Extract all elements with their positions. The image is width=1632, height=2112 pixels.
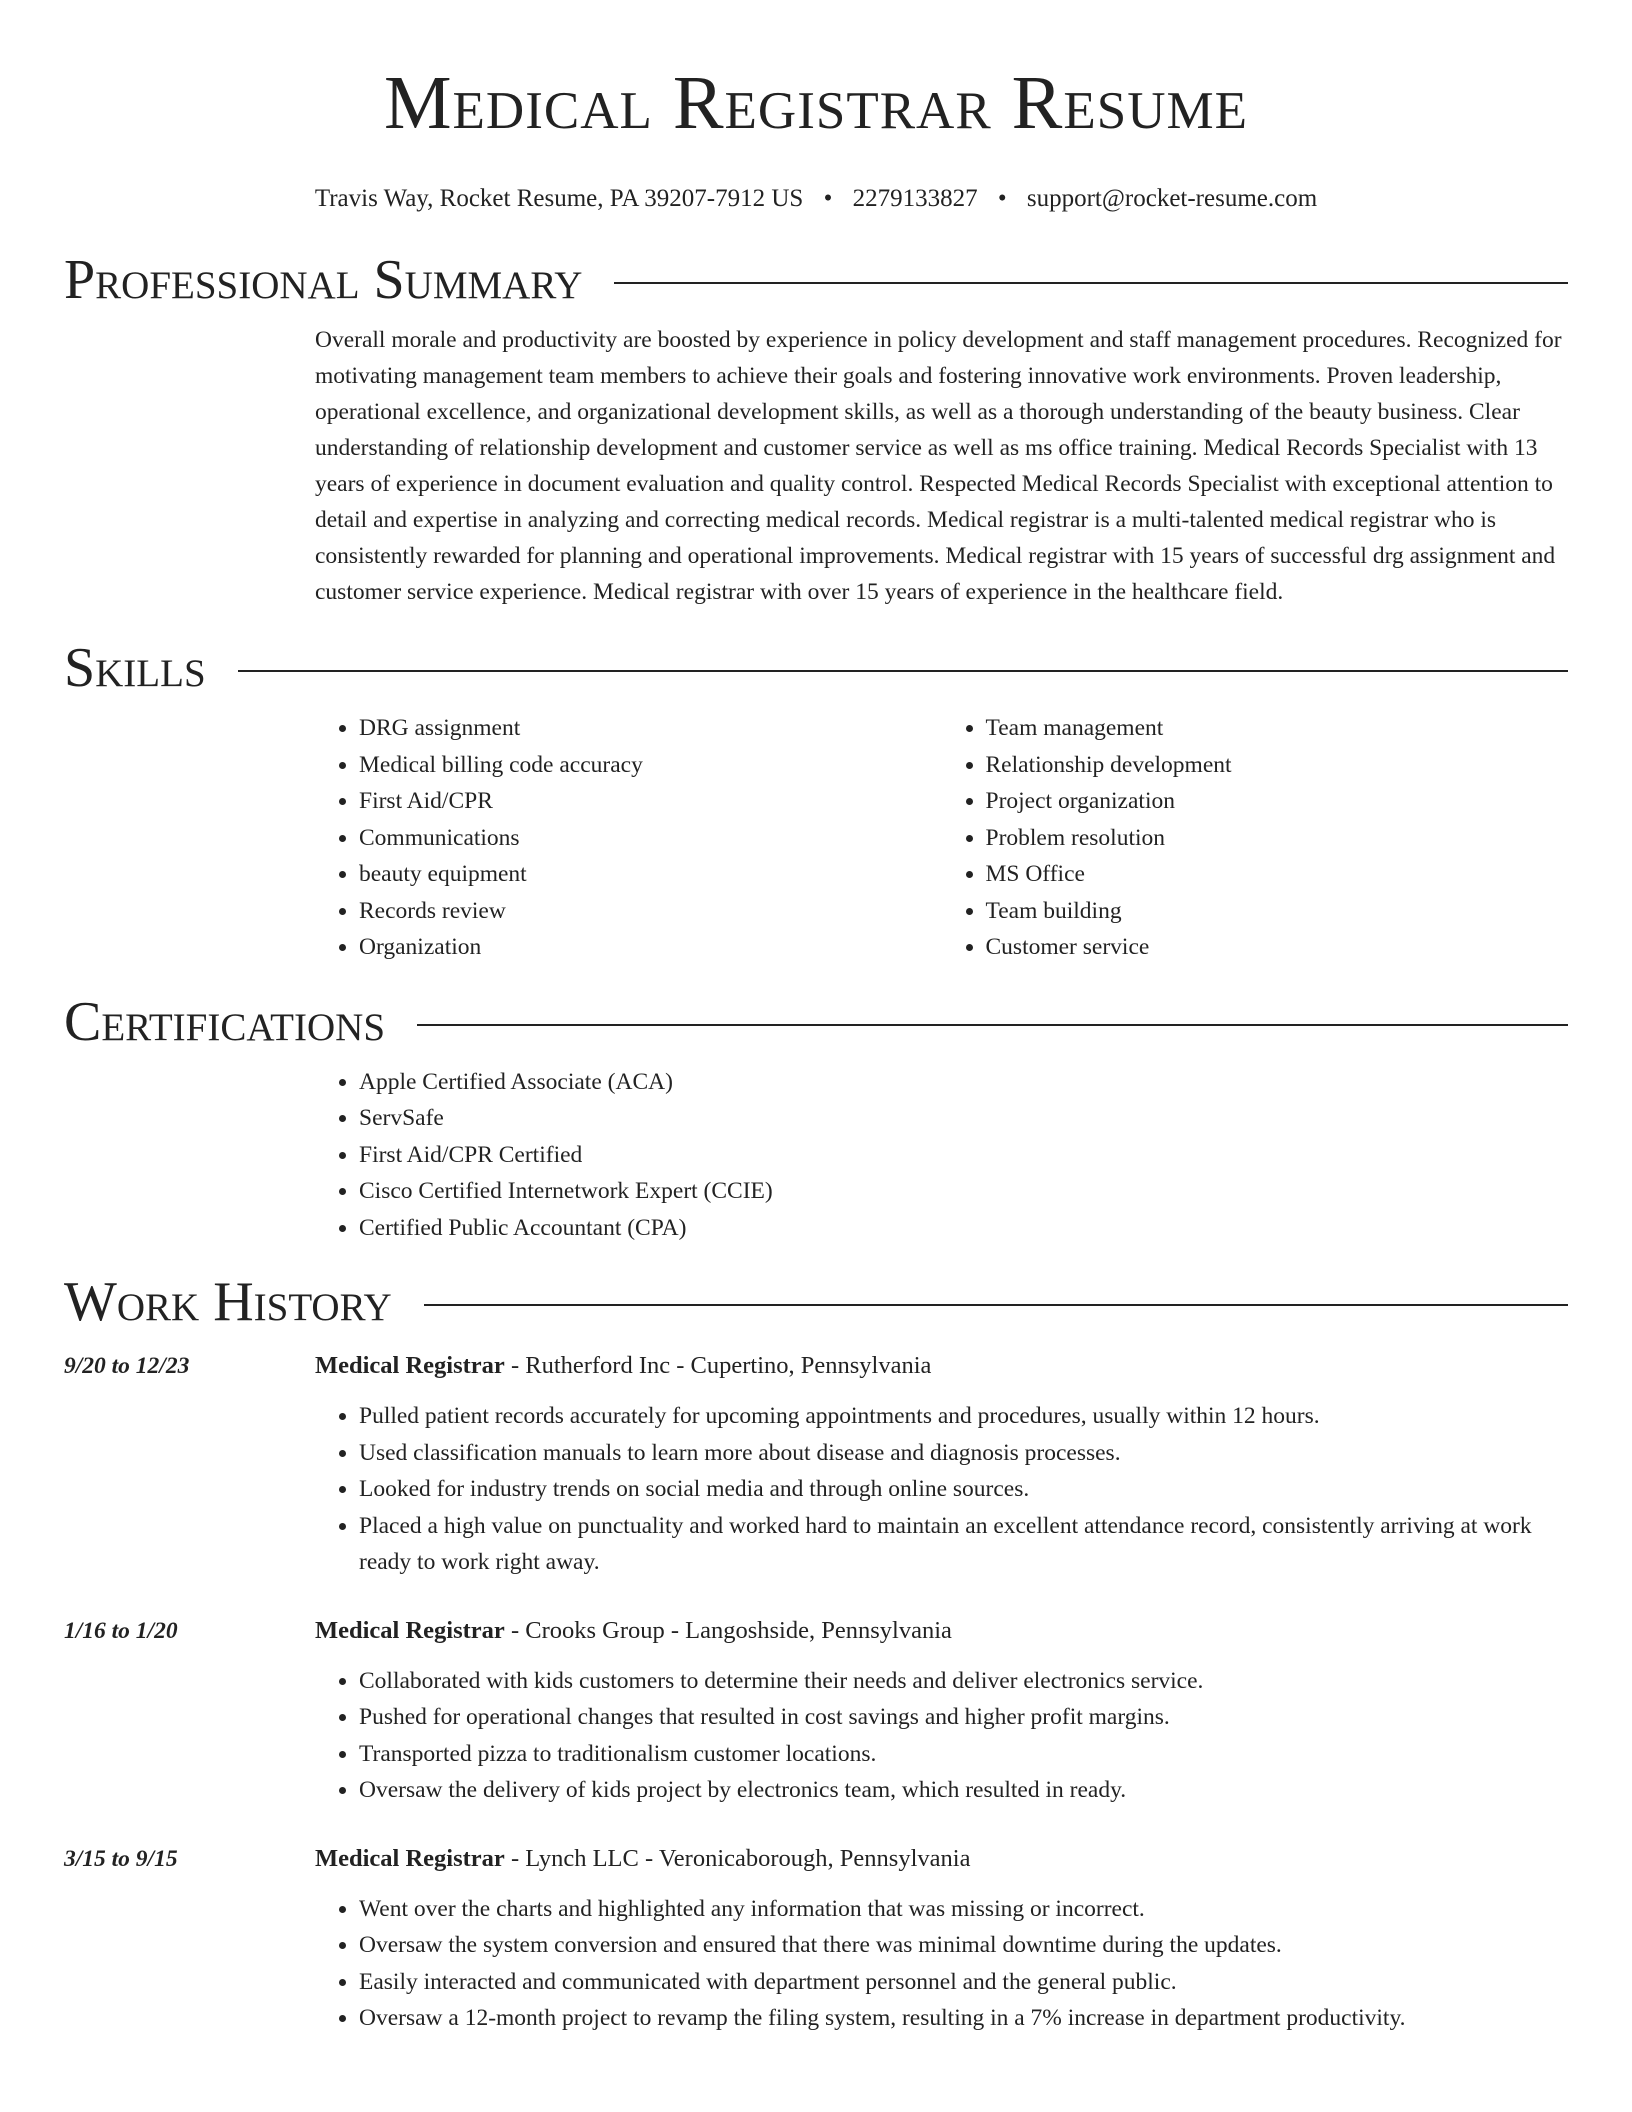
certifications-heading: Certifications [64, 990, 386, 1053]
contact-email: support@rocket-resume.com [1026, 185, 1318, 212]
job-company: - Crooks Group - Langoshside, Pennsylvania [504, 1616, 952, 1644]
job-dates: 3/15 to 9/15 [64, 1845, 178, 1872]
list-item: • First Aid/CPR Certified [359, 1137, 1568, 1174]
list-item: • Used classification manuals to learn more about disease and diagnosis processes. [359, 1435, 1568, 1472]
job-bullets [315, 1663, 1568, 1809]
certifications-list [315, 1064, 1568, 1247]
list-item: • Medical billing code accuracy [359, 747, 942, 784]
list-item: • Team building [986, 893, 1569, 930]
list-item: • Apple Certified Associate (ACA) [359, 1064, 1568, 1101]
contact-line [64, 184, 1568, 214]
section-divider [238, 670, 1568, 672]
skills-list-left [315, 710, 942, 966]
list-item: • Cisco Certified Internetwork Expert (CCIE) [359, 1173, 1568, 1210]
job-title-line [315, 1841, 1568, 1877]
contact-separator: • [823, 185, 833, 212]
summary-section-header [64, 248, 1568, 312]
list-item: • MS Office [986, 856, 1569, 893]
section-divider [614, 282, 1568, 284]
job-title-line [315, 1613, 1568, 1649]
list-item: • Records review [359, 893, 942, 930]
list-item: • Oversaw the delivery of kids project by electronics team, which resulted in ready. [359, 1772, 1568, 1809]
job-body [315, 1613, 1568, 1809]
skills-heading: Skills [64, 637, 206, 699]
section-divider [417, 1024, 1568, 1026]
contact-separator: • [997, 185, 1007, 212]
list-item: • Transported pizza to traditionalism customer locations. [359, 1736, 1568, 1773]
skills-grid [315, 710, 1568, 966]
list-item: • Collaborated with kids customers to determine their needs and deliver electronics service. [359, 1663, 1568, 1700]
job-company: - Rutherford Inc - Cupertino, Pennsylvania [504, 1352, 932, 1379]
contact-address: Travis Way, Rocket Resume, PA 39207-7912 US [314, 185, 804, 212]
list-item: • Pulled patient records accurately for upcoming appointments and procedures, usually within 12 hours. [359, 1398, 1568, 1435]
list-item: • beauty equipment [359, 856, 942, 893]
list-item: • Looked for industry trends on social media and through online sources. [359, 1471, 1568, 1508]
list-item: • Oversaw a 12-month project to revamp the filing system, resulting in a 7% increase in department productivity. [359, 2000, 1568, 2037]
list-item: • Problem resolution [986, 820, 1569, 857]
job-body [315, 1841, 1568, 2037]
list-item: • Communications [359, 820, 942, 857]
job-bullets [315, 1891, 1568, 2037]
certifications-section-header [64, 990, 1568, 1054]
certifications-block [315, 1064, 1568, 1247]
skills-section-header [64, 636, 1568, 700]
list-item: • Team management [986, 710, 1569, 747]
list-item: • Easily interacted and communicated with department personnel and the general public. [359, 1964, 1568, 2001]
list-item: • DRG assignment [359, 710, 942, 747]
job-dates: 1/16 to 1/20 [64, 1617, 178, 1644]
list-item: • Placed a high value on punctuality and worked hard to maintain an excellent attendance record, consistently arriving at work ready to work right away. [359, 1508, 1568, 1581]
job-title-line [315, 1348, 1568, 1384]
job-bullets [315, 1398, 1568, 1581]
job-entry [64, 1841, 1568, 2037]
list-item: • Pushed for operational changes that resulted in cost savings and higher profit margins. [359, 1699, 1568, 1736]
job-dates: 9/20 to 12/23 [64, 1353, 190, 1379]
list-item: • First Aid/CPR [359, 783, 942, 820]
work-heading: Work History [64, 1271, 392, 1333]
job-title: Medical Registrar [315, 1616, 505, 1644]
list-item: • Went over the charts and highlighted any information that was missing or incorrect. [359, 1891, 1568, 1928]
summary-heading: Professional Summary [64, 249, 583, 311]
list-item: • Customer service [986, 929, 1569, 966]
job-title: Medical Registrar [315, 1352, 505, 1379]
job-entry [64, 1613, 1568, 1809]
list-item: • Project organization [986, 783, 1569, 820]
list-item: • Oversaw the system conversion and ensured that there was minimal downtime during the updates. [359, 1927, 1568, 1964]
list-item: • Certified Public Accountant (CPA) [359, 1210, 1568, 1247]
job-company: - Lynch LLC - Veronicaborough, Pennsylvania [504, 1844, 971, 1872]
page-title: Medical Registrar Resume [383, 61, 1248, 145]
list-item: • ServSafe [359, 1100, 1568, 1137]
work-section-header [64, 1270, 1568, 1334]
list-item: • Relationship development [986, 747, 1569, 784]
job-body [315, 1348, 1568, 1581]
list-item: • Organization [359, 929, 942, 966]
contact-phone: 2279133827 [852, 185, 978, 212]
section-divider [424, 1304, 1568, 1306]
job-entry [64, 1348, 1568, 1581]
summary-text: Overall morale and productivity are boosted by experience in policy development and staff management procedures. Recognized for motivating management team members to achieve their goals and fostering innovative work environments. Proven leadership, operational excellence, and organizational development skills, as well as a thorough understanding of the beauty business. Clear understanding of relationship development and customer service as well as ms office training. Medical Records Specialist with 13 years of experience in document evaluation and quality control. Respected Medical Records Specialist with exceptional attention to detail and expertise in analyzing and correcting medical records. Medical registrar is a multi-talented medical registrar who is consistently rewarded for planning and operational improvements. Medical registrar with 15 years of successful drg assignment and customer service experience. Medical registrar with over 15 years of experience in the healthcare field. [315, 327, 1562, 605]
skills-list-right [942, 710, 1569, 966]
job-title: Medical Registrar [315, 1844, 505, 1872]
